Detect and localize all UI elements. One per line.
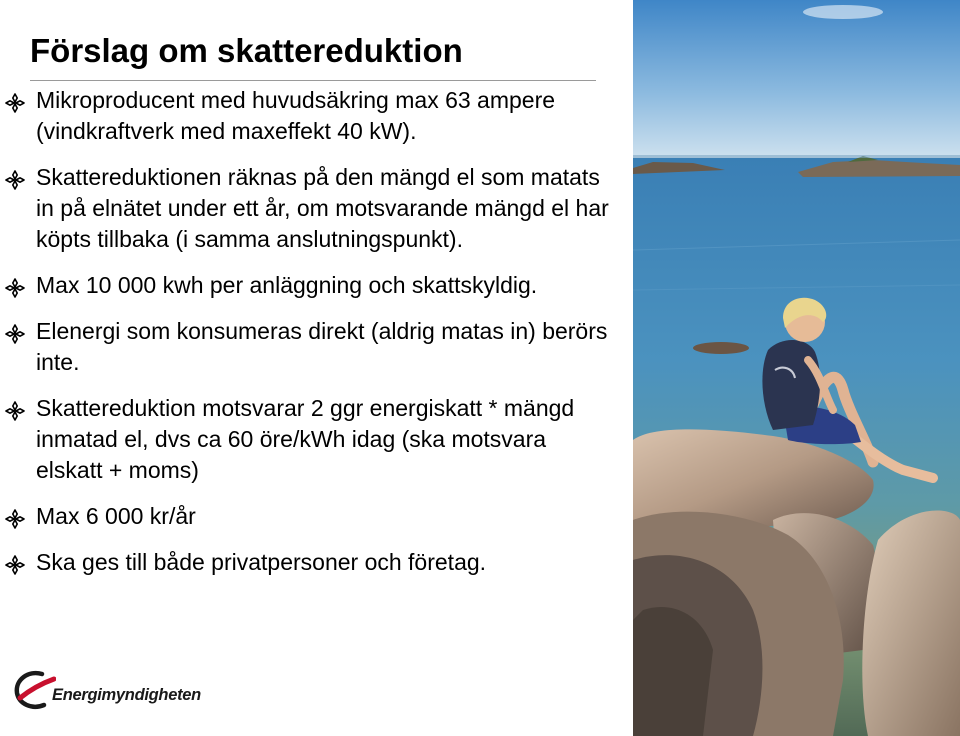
four-diamond-bullet-icon <box>5 401 25 421</box>
four-diamond-bullet-icon <box>5 170 25 190</box>
bullet-item <box>0 85 625 147</box>
bullet-item <box>0 547 625 578</box>
four-diamond-bullet-icon <box>5 278 25 298</box>
bullet-text: Max 6 000 kr/år <box>36 503 196 529</box>
energimyndigheten-swoosh-icon <box>12 668 56 712</box>
four-diamond-bullet-icon <box>5 93 25 113</box>
bullet-item <box>0 162 625 255</box>
bullet-text: Mikroproducent med huvudsäkring max 63 ampere (vindkraftverk med maxeffekt 40 kW). <box>36 87 556 144</box>
bullet-item <box>0 316 625 378</box>
four-diamond-bullet-icon <box>5 509 25 529</box>
slide-title: Förslag om skattereduktion <box>30 32 463 69</box>
bullet-text: Max 10 000 kwh per anläggning och skattskyldig. <box>36 272 538 298</box>
logo-wordmark: Energimyndigheten <box>52 686 201 704</box>
energimyndigheten-logo <box>12 668 212 714</box>
child-on-rocks-by-sea-photo <box>633 0 960 736</box>
bullet-text: Skattereduktionen räknas på den mängd el som matats in på elnätet under ett år, om motsvarande mängd el har köpts tillbaka (i samma anslutningspunkt). <box>36 164 609 252</box>
title-divider <box>30 80 596 81</box>
bullet-text: Ska ges till både privatpersoner och företag. <box>36 549 487 575</box>
bullet-list <box>0 85 625 578</box>
bullet-item <box>0 501 625 532</box>
four-diamond-bullet-icon <box>5 555 25 575</box>
bullet-item <box>0 393 625 486</box>
bullet-text: Elenergi som konsumeras direkt (aldrig matas in) berörs inte. <box>36 318 608 375</box>
bullet-item <box>0 270 625 301</box>
bullet-text: Skattereduktion motsvarar 2 ggr energiskatt * mängd inmatad el, dvs ca 60 öre/kWh idag (ska motsvara elskatt + moms) <box>36 395 575 483</box>
four-diamond-bullet-icon <box>5 324 25 344</box>
